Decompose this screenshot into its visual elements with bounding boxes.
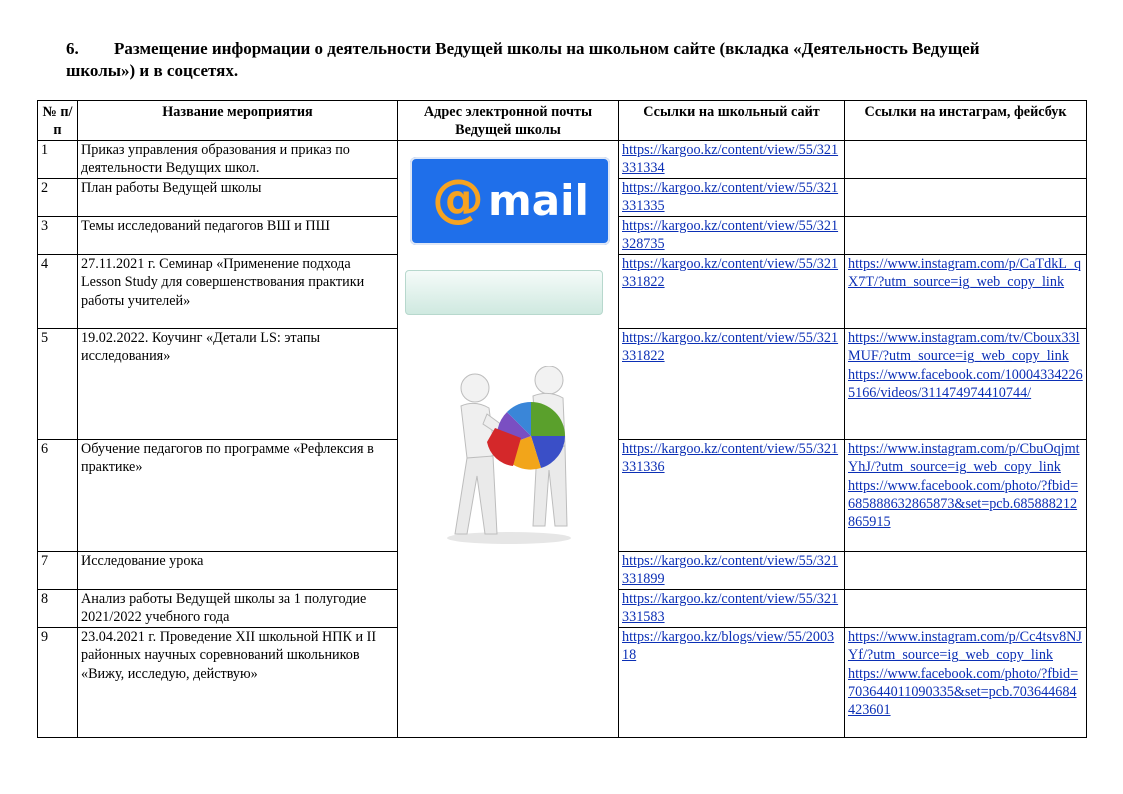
header-email: Адрес электронной почты Ведущей школы [398,101,619,141]
facebook-link[interactable]: https://www.facebook.com/photo/?fbid=703644011090335&set=pcb.703644684423601 [848,665,1079,719]
people-pie-chart-icon [437,366,579,546]
instagram-link[interactable]: https://www.instagram.com/tv/Cbouх33lMUF/?utm_source=ig_web_copy_link [848,329,1080,365]
social-links [845,178,1087,216]
section-number: 6. [66,39,79,58]
row-num: 6 [38,439,78,551]
row-event: Анализ работы Ведущей школы за 1 полугодие 2021/2022 учебного года [78,589,398,627]
row-num: 5 [38,328,78,439]
row-num: 2 [38,178,78,216]
row-num: 4 [38,254,78,328]
activity-table [37,100,1087,738]
header-num: № п/п [38,101,78,141]
social-links [845,140,1087,178]
social-links [845,589,1087,627]
site-link[interactable]: https://kargoo.kz/content/view/55/321331822 [619,254,845,328]
email-image-cell [398,140,619,737]
instagram-link[interactable]: https://www.instagram.com/p/CaTdkL_qX7T/?utm_source=ig_web_copy_link [848,255,1082,291]
row-event: 27.11.2021 г. Семинар «Применение подхода Lesson Study для совершенствования практики работы учителей» [78,254,398,328]
social-links [845,216,1087,254]
row-event: 19.02.2022. Коучинг «Детали LS: этапы исследования» [78,328,398,439]
row-event: 23.04.2021 г. Проведение XII школьной НПК и II районных научных соревнований школьников «Вижу, исследую, действую» [78,627,398,737]
row-event: План работы Ведущей школы [78,178,398,216]
section-heading [66,38,1026,82]
table-header-row [38,101,1087,141]
at-sign-icon: @ [432,168,484,229]
social-links [845,439,1087,551]
facebook-link[interactable]: https://www.facebook.com/photo/?fbid=685888632865873&set=pcb.685888212865915 [848,477,1079,531]
row-event: Темы исследований педагогов ВШ и ПШ [78,216,398,254]
header-social: Ссылки на инстаграм, фейсбук [845,101,1087,141]
site-link[interactable]: https://kargoo.kz/content/view/55/321331334 [619,140,845,178]
row-num: 8 [38,589,78,627]
social-links [845,627,1087,737]
row-num: 1 [38,140,78,178]
table-row [38,140,1087,178]
mail-logo-text: mail [488,175,589,225]
social-links [845,551,1087,589]
row-num: 9 [38,627,78,737]
section-title: Размещение информации о деятельности Ведущей школы на школьном сайте (вкладка «Деятельность Ведущей школы») и в соцсетях. [66,39,980,80]
mail-logo [410,157,610,245]
green-banner [405,270,603,315]
header-event: Название мероприятия [78,101,398,141]
instagram-link[interactable]: https://www.instagram.com/p/CbuOqjmtYhJ/?utm_source=ig_web_copy_link [848,440,1080,476]
row-num: 3 [38,216,78,254]
row-event: Исследование урока [78,551,398,589]
site-link[interactable]: https://kargoo.kz/content/view/55/321331335 [619,178,845,216]
site-link[interactable]: https://kargoo.kz/blogs/view/55/200318 [619,627,845,737]
social-links [845,328,1087,439]
row-event: Приказ управления образования и приказ по деятельности Ведущих школ. [78,140,398,178]
row-event: Обучение педагогов по программе «Рефлексия в практике» [78,439,398,551]
site-link[interactable]: https://kargoo.kz/content/view/55/321331583 [619,589,845,627]
row-num: 7 [38,551,78,589]
header-site: Ссылки на школьный сайт [619,101,845,141]
site-link[interactable]: https://kargoo.kz/content/view/55/321328735 [619,216,845,254]
social-links [845,254,1087,328]
instagram-link[interactable]: https://www.instagram.com/p/Cc4tsv8NJYf/?utm_source=ig_web_copy_link [848,628,1082,664]
site-link[interactable]: https://kargoo.kz/content/view/55/321331822 [619,328,845,439]
site-link[interactable]: https://kargoo.kz/content/view/55/321331899 [619,551,845,589]
facebook-link[interactable]: https://www.facebook.com/100043342265166/videos/311474974410744/ [848,366,1083,402]
site-link[interactable]: https://kargoo.kz/content/view/55/321331336 [619,439,845,551]
